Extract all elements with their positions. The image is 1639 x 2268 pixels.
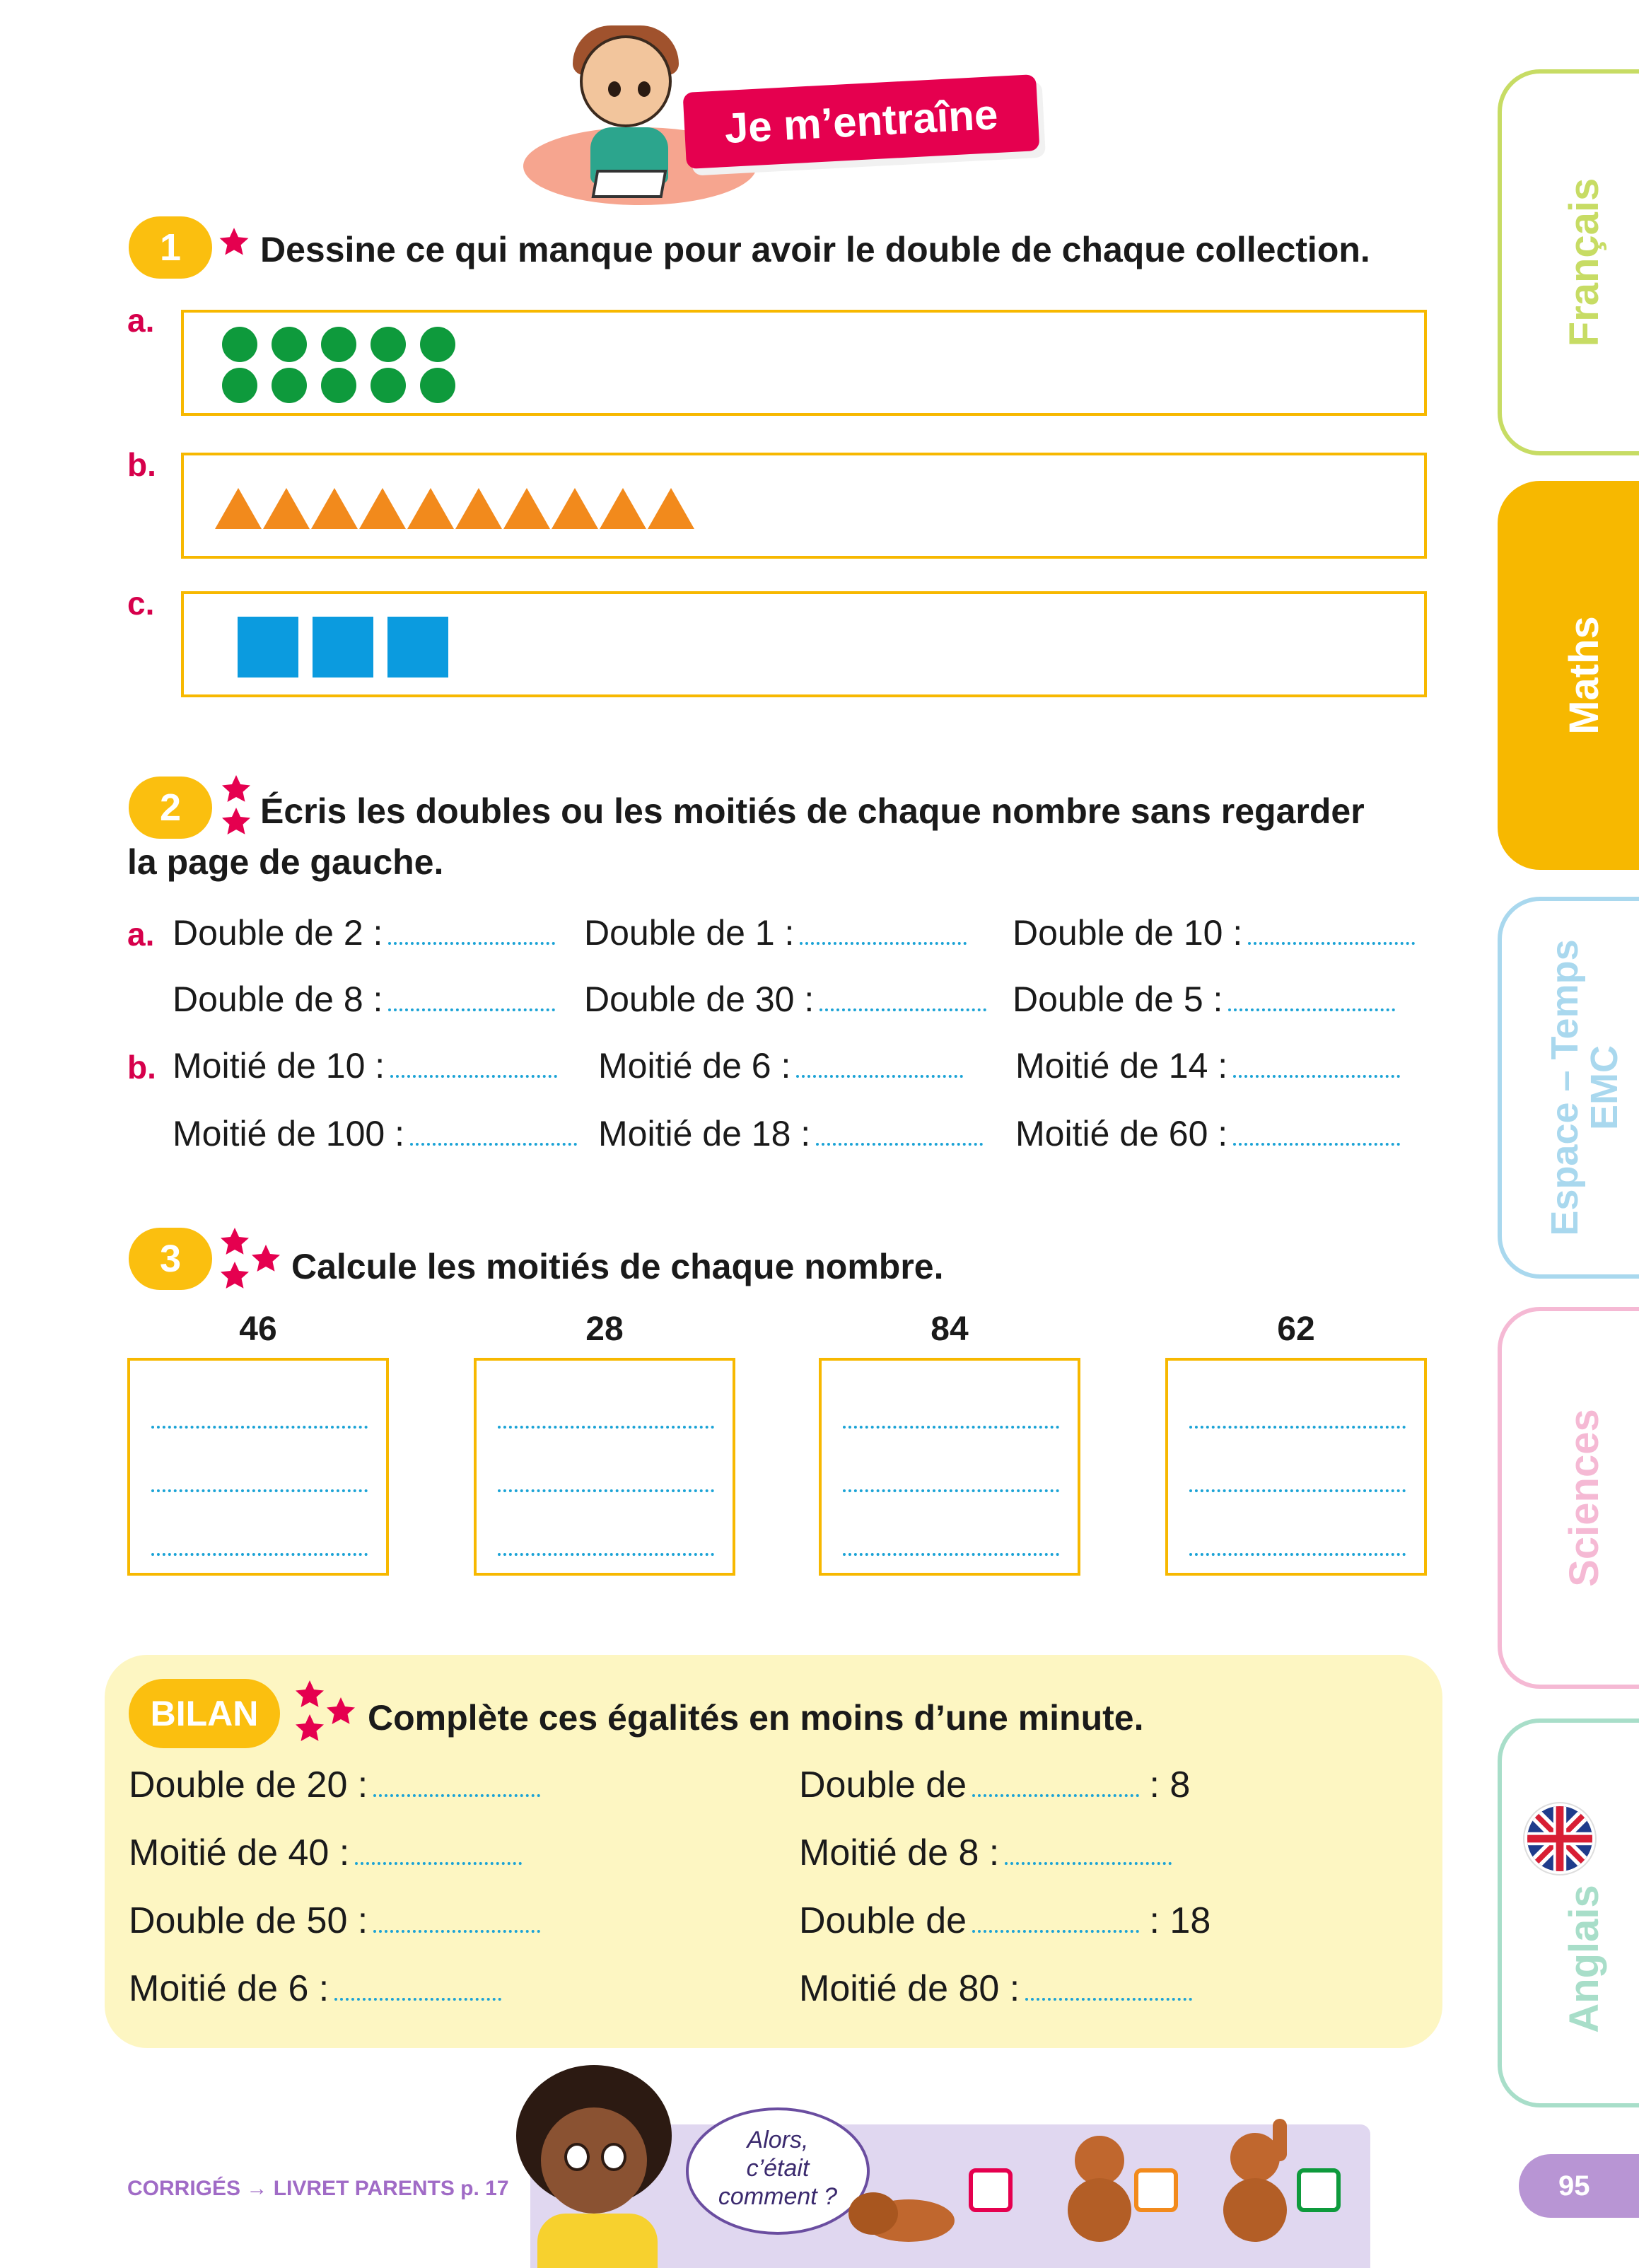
dotted-answer-field — [1233, 1071, 1400, 1078]
three-stars-icon — [290, 1677, 361, 1748]
answer-label: Double de 10 : — [1013, 913, 1243, 953]
dotted-answer-field — [972, 1790, 1139, 1797]
answer-label: Moitié de 40 : — [129, 1832, 350, 1873]
orange-triangle — [215, 488, 262, 529]
bilan-answer-line[interactable] — [799, 1900, 1211, 1942]
green-circle — [420, 327, 455, 362]
bilan-instruction: Complète ces égalités en moins d’une minute. — [368, 1698, 1144, 1738]
dotted-answer-field — [410, 1139, 577, 1146]
answer-line[interactable] — [584, 979, 986, 1020]
answer-line[interactable] — [1013, 979, 1395, 1020]
answer-label: Double de 50 : — [129, 1900, 368, 1941]
tab-espace-line1: Espace – Temps — [1544, 939, 1586, 1236]
exercise-1-box-c[interactable] — [181, 591, 1427, 697]
answer-line[interactable] — [173, 979, 555, 1020]
exercise-2-instruction-line1: Écris les doubles ou les moitiés de chaque nombre sans regarder — [260, 791, 1365, 831]
answer-line[interactable] — [584, 912, 967, 953]
exercise-3-answer-box[interactable] — [127, 1358, 389, 1576]
blue-square — [313, 617, 373, 678]
answer-label: Double de 5 : — [1013, 979, 1223, 1019]
answer-label: Double de 20 : — [129, 1764, 368, 1805]
dotted-answer-field — [390, 1071, 557, 1078]
page-title: Je m’entraîne — [683, 74, 1040, 169]
answer-line[interactable] — [598, 1113, 983, 1154]
exercise-1-letter-b: b. — [127, 446, 156, 483]
livret-parents-label: LIVRET PARENTS p. 17 — [273, 2177, 509, 2200]
bilan-answer-line[interactable] — [799, 1764, 1190, 1806]
answer-label: Moitié de 10 : — [173, 1046, 385, 1086]
orange-triangle — [600, 488, 646, 529]
green-circle — [321, 327, 356, 362]
answer-label: Double de — [799, 1764, 967, 1805]
sleeping-dog-icon — [848, 2178, 962, 2242]
exercise-1-box-a[interactable] — [181, 310, 1427, 416]
orange-triangle — [359, 488, 406, 529]
sitting-dog-icon — [1061, 2136, 1138, 2242]
self-assessment-checkbox-orange[interactable] — [1134, 2168, 1178, 2212]
tab-espace-label — [1545, 939, 1624, 1235]
speech-bubble — [686, 2107, 870, 2235]
bilan-answer-line[interactable] — [129, 1832, 522, 1874]
answer-label: Moitié de 80 : — [799, 1968, 1020, 2009]
arrow-right-icon: → — [246, 2177, 268, 2200]
answer-label: Double de 30 : — [584, 979, 815, 1019]
green-circle — [321, 368, 356, 403]
answer-label: Moitié de 18 : — [598, 1114, 811, 1153]
answer-label: Double de 2 : — [173, 913, 383, 953]
orange-triangle — [311, 488, 358, 529]
exercise-3-answer-box[interactable] — [1165, 1358, 1427, 1576]
tab-espace-line2: EMC — [1583, 1045, 1626, 1130]
dotted-answer-field — [388, 938, 555, 945]
answer-label: Moitié de 6 : — [129, 1968, 329, 2009]
bilan-answer-line[interactable] — [129, 1900, 540, 1942]
bilan-answer-line[interactable] — [799, 1967, 1192, 2010]
corriges-label: CORRIGÉS — [127, 2177, 241, 2200]
two-stars-icon — [216, 772, 256, 843]
self-assessment-checkbox-green[interactable] — [1297, 2168, 1341, 2212]
exercise-1-letter-c: c. — [127, 585, 155, 622]
answer-label: Double de 1 : — [584, 913, 795, 953]
dotted-answer-field — [816, 1139, 983, 1146]
dotted-answer-field — [796, 1071, 963, 1078]
exercise-3-number-label: 62 — [1277, 1310, 1315, 1348]
tab-sciences[interactable] — [1498, 1307, 1639, 1689]
dotted-answer-field — [1025, 1994, 1192, 2001]
exercise-3-answer-box[interactable] — [819, 1358, 1080, 1576]
green-circle — [222, 327, 257, 362]
dotted-answer-field — [820, 1004, 986, 1011]
green-circle — [371, 327, 406, 362]
exercise-1-instruction: Dessine ce qui manque pour avoir le double de chaque collection. — [260, 230, 1370, 269]
orange-triangle — [552, 488, 598, 529]
dotted-answer-field — [334, 1994, 501, 2001]
answer-label: Moitié de 14 : — [1015, 1046, 1228, 1086]
tab-francais[interactable] — [1498, 69, 1639, 455]
bilan-badge: BILAN — [129, 1679, 280, 1748]
self-assessment-checkbox-red[interactable] — [969, 2168, 1013, 2212]
dotted-answer-field — [388, 1004, 555, 1011]
answer-result: : 18 — [1149, 1900, 1211, 1941]
tab-anglais-label: Anglais — [1561, 1884, 1607, 2033]
orange-triangle — [407, 488, 454, 529]
tab-espace-temps-emc[interactable] — [1498, 897, 1639, 1279]
exercise-2-letter-a: a. — [127, 916, 155, 953]
answer-line[interactable] — [173, 912, 555, 953]
answer-line[interactable] — [1015, 1113, 1400, 1154]
green-circle — [272, 327, 307, 362]
star-icon — [216, 225, 252, 260]
answer-line[interactable] — [1013, 912, 1415, 953]
green-circle — [371, 368, 406, 403]
exercise-3-number-label: 46 — [239, 1310, 277, 1348]
dotted-answer-field — [1248, 938, 1415, 945]
exercise-1-number: 1 — [129, 216, 212, 279]
bubble-line: comment ? — [718, 2183, 838, 2210]
answer-line[interactable] — [1015, 1045, 1400, 1086]
dotted-answer-field — [355, 1858, 522, 1865]
dotted-answer-field — [373, 1790, 540, 1797]
answer-label: Moitié de 100 : — [173, 1114, 404, 1153]
answer-line[interactable] — [173, 1045, 557, 1086]
answer-label: Moitié de 60 : — [1015, 1114, 1228, 1153]
exercise-2-instruction-line2: la page de gauche. — [127, 842, 444, 882]
tab-maths-label: Maths — [1561, 616, 1607, 735]
uk-flag-icon — [1524, 1803, 1595, 1874]
dotted-answer-field — [800, 938, 967, 945]
three-stars-icon — [215, 1225, 286, 1296]
answer-label: Double de 8 : — [173, 979, 383, 1019]
bilan-answer-line[interactable] — [129, 1764, 540, 1806]
tab-maths[interactable] — [1498, 481, 1639, 870]
blue-square — [238, 617, 298, 678]
blue-square — [387, 617, 448, 678]
orange-triangle — [455, 488, 502, 529]
green-circle — [272, 368, 307, 403]
happy-dog-icon — [1216, 2119, 1294, 2242]
answer-line[interactable] — [173, 1113, 577, 1154]
tab-anglais[interactable] — [1498, 1719, 1639, 2107]
dotted-answer-field — [1228, 1004, 1395, 1011]
page-number: 95 — [1519, 2154, 1639, 2218]
bilan-answer-line[interactable] — [129, 1967, 501, 2010]
orange-triangle — [263, 488, 310, 529]
exercise-1-box-b[interactable] — [181, 453, 1427, 559]
tab-francais-label: Français — [1561, 178, 1607, 347]
exercise-3-number-label: 84 — [931, 1310, 969, 1348]
tab-sciences-label: Sciences — [1561, 1409, 1607, 1587]
green-circle — [420, 368, 455, 403]
dotted-answer-field — [1233, 1139, 1400, 1146]
bubble-line: Alors, — [747, 2127, 809, 2153]
exercise-1-letter-a: a. — [127, 302, 155, 339]
bilan-answer-line[interactable] — [799, 1832, 1172, 1874]
exercise-3-instruction: Calcule les moitiés de chaque nombre. — [291, 1247, 944, 1286]
exercise-3-answer-box[interactable] — [474, 1358, 735, 1576]
answer-label: Moitié de 8 : — [799, 1832, 1000, 1873]
exercise-3-number: 3 — [129, 1228, 212, 1290]
exercise-2-number: 2 — [129, 777, 212, 839]
orange-triangle — [648, 488, 694, 529]
green-circle — [222, 368, 257, 403]
dotted-answer-field — [1005, 1858, 1172, 1865]
orange-triangle — [503, 488, 550, 529]
girl-illustration — [509, 2065, 686, 2268]
answer-result: : 8 — [1149, 1764, 1191, 1805]
exercise-2-letter-b: b. — [127, 1049, 156, 1086]
answer-label: Moitié de 6 : — [598, 1046, 791, 1086]
exercise-3-number-label: 28 — [585, 1310, 624, 1348]
answer-label: Double de — [799, 1900, 967, 1941]
answer-line[interactable] — [598, 1045, 963, 1086]
bubble-line: c’était — [746, 2155, 810, 2182]
dotted-answer-field — [972, 1926, 1139, 1933]
corriges-reference[interactable] — [127, 2177, 509, 2201]
dotted-answer-field — [373, 1926, 540, 1933]
